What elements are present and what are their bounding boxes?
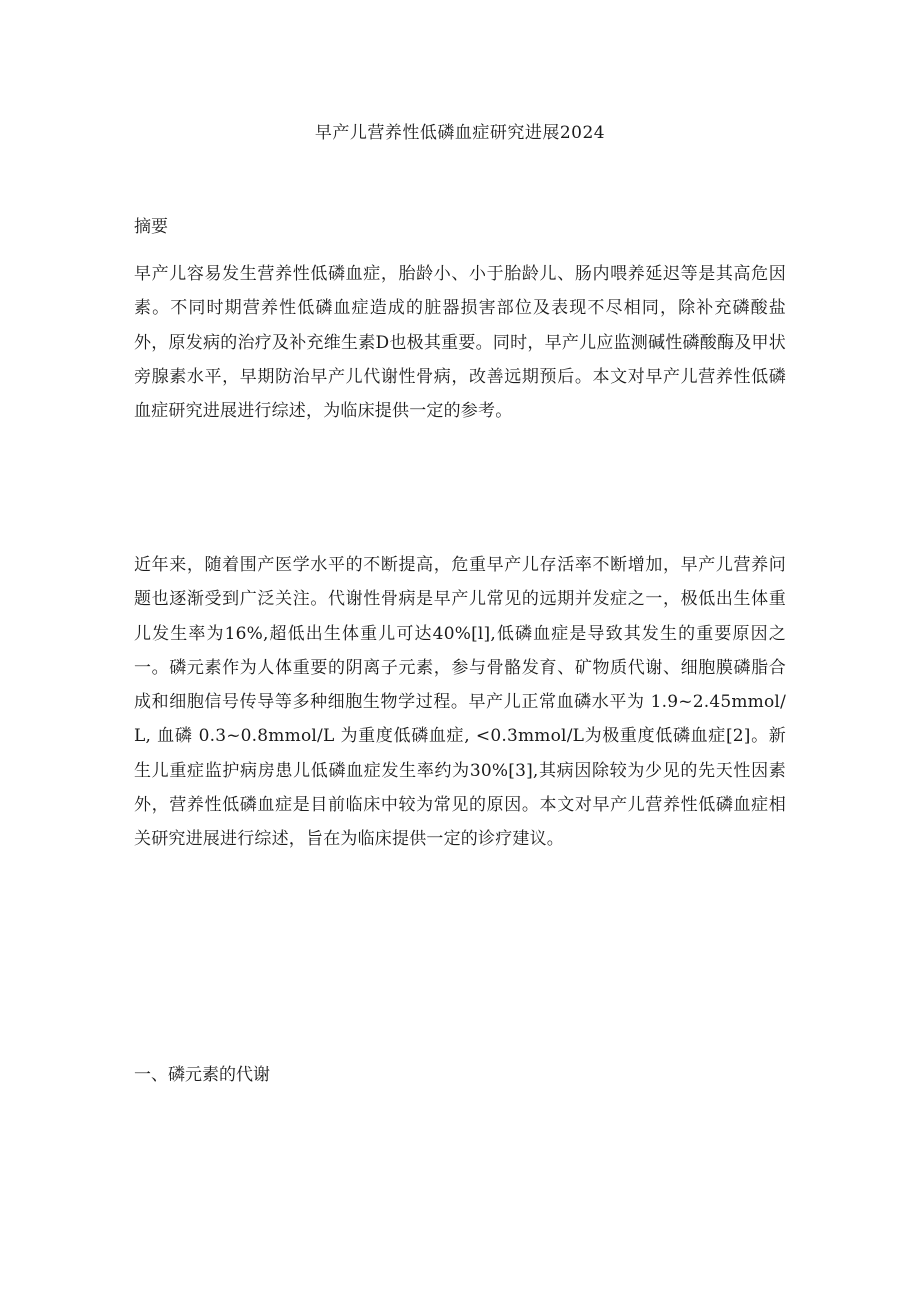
abstract-heading: 摘要 [134, 217, 168, 237]
document-title: 早产儿营养性低磷血症研究进展2024 [314, 123, 606, 143]
introduction-paragraph: 近年来，随着围产医学水平的不断提高，危重早产儿存活率不断增加，早产儿营养问题也逐渐受到广泛关注。代谢性骨病是早产儿常见的远期并发症之一，极低出生体重儿发生率为16%,超低出生体重儿可达40%[l],低磷血症是导致其发生的重要原因之一。磷元素作为人体重要的阴离子元素，参与骨骼发育、矿物质代谢、细胞膜磷脂合成和细胞信号传导等多种细胞生物学过程。早产儿正常血磷水平为 1.9~2.45mmol∕L, 血磷 0.3~0.8mmol/L 为重度低磷血症, <0.3mmol/L为极重度低磷血症[2]。新生儿重症监护病房患儿低磷血症发生率约为30%[3],其病因除较为少见的先天性因素外，营养性低磷血症是目前临床中较为常见的原因。本文对早产儿营养性低磷血症相关研究进展进行综述，旨在为临床提供一定的诊疗建议。 [134, 555, 786, 850]
section-heading-phosphorus-metabolism: 一、磷元素的代谢 [134, 1065, 270, 1085]
abstract-paragraph: 早产儿容易发生营养性低磷血症，胎龄小、小于胎龄儿、肠内喂养延迟等是其高危因素。不同时期营养性低磷血症造成的脏器损害部位及表现不尽相同，除补充磷酸盐外，原发病的治疗及补充维生素D也极其重要。同时，早产儿应监测碱性磷酸酶及甲状旁腺素水平，早期防治早产儿代谢性骨病，改善远期预后。本文对早产儿营养性低磷血症研究进展进行综述，为临床提供一定的参考。 [134, 264, 786, 422]
